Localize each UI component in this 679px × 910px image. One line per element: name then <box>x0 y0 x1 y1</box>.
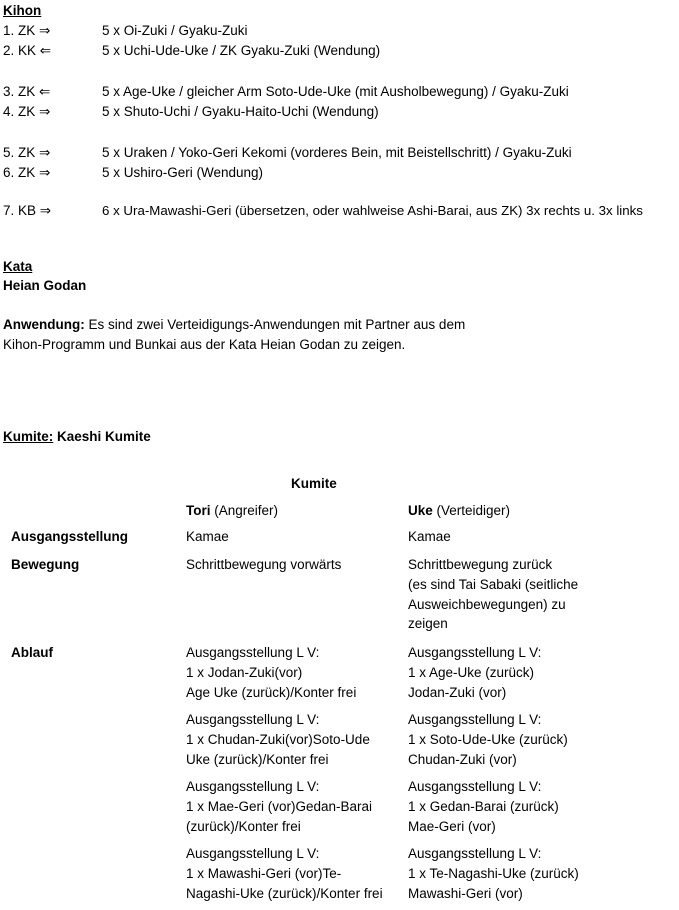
uke-header <box>408 501 608 527</box>
table-row <box>3 527 608 555</box>
uke-name: Uke <box>408 503 433 518</box>
kihon-item-text: 6 x Ura-Mawashi-Geri (übersetzen, oder wahlweise Ashi-Barai, aus ZK) 3x rechts u. 3x links <box>102 203 643 218</box>
kihon-item-number: 1. ZK ⇒ <box>3 23 51 38</box>
kihon-item-text: 5 x Uraken / Yoko-Geri Kekomi (vorderes Bein, mit Beistellschritt) / Gyaku-Zuki <box>102 145 572 160</box>
uke-cell: Ausgangsstellung L V: 1 x Te-Nagashi-Uke (zurück) Mawashi-Geri (vor) <box>408 846 579 901</box>
kata-heading: Kata <box>3 259 33 274</box>
table-title: Kumite <box>291 476 337 491</box>
row-label: Bewegung <box>11 557 80 572</box>
anwendung-line-1: Es sind zwei Verteidigungs-Anwendungen mit Partner aus dem <box>84 317 466 332</box>
anwendung-paragraph <box>3 315 603 355</box>
row-label <box>3 777 186 844</box>
kihon-item-number: 4. ZK ⇒ <box>3 104 51 119</box>
kumite-table <box>3 474 608 906</box>
anwendung-line-2: Kihon-Programm und Bunkai aus der Kata Heian Godan zu zeigen. <box>3 337 406 352</box>
tori-cell: Ausgangsstellung L V: 1 x Chudan-Zuki(vor)Soto-Ude Uke (zurück)/Konter frei <box>186 712 370 767</box>
kihon-item-number: 6. ZK ⇒ <box>3 165 51 180</box>
tori-cell: Kamae <box>186 529 229 544</box>
kihon-item-text: 5 x Uchi-Ude-Uke / ZK Gyaku-Zuki (Wendung) <box>102 43 381 58</box>
tori-name: Tori <box>186 503 211 518</box>
kihon-item <box>3 82 679 102</box>
kihon-item-text: 5 x Ushiro-Geri (Wendung) <box>102 165 264 180</box>
row-label: Ausgangsstellung <box>11 529 129 544</box>
kumite-heading-label: Kumite: <box>3 429 54 444</box>
kihon-item-number: 2. KK ⇐ <box>3 43 52 58</box>
row-label <box>3 844 186 906</box>
kihon-item-number: 3. ZK ⇐ <box>3 84 51 99</box>
tori-header <box>186 501 408 527</box>
kumite-heading-text: Kaeshi Kumite <box>53 429 151 444</box>
tori-cell: Schrittbewegung vorwärts <box>186 557 342 572</box>
kihon-item <box>3 143 679 163</box>
tori-cell: Ausgangsstellung L V: 1 x Mae-Geri (vor)Gedan-Barai (zurück)/Konter frei <box>186 779 373 834</box>
tori-role: (Angreifer) <box>210 503 279 518</box>
kihon-item-text: 5 x Shuto-Uchi / Gyaku-Haito-Uchi (Wendung) <box>102 104 379 119</box>
table-title-row <box>3 474 608 501</box>
table-header-row <box>3 501 608 527</box>
tori-cell: Ausgangsstellung L V: 1 x Jodan-Zuki(vor) Age Uke (zurück)/Konter frei <box>186 645 357 700</box>
table-row <box>3 777 608 844</box>
anwendung-label: Anwendung: <box>3 317 85 332</box>
kihon-item <box>3 41 679 61</box>
uke-cell: Schrittbewegung zurück (es sind Tai Sabaki (seitliche Ausweichbewegungen) zu zeigen <box>408 557 579 632</box>
kihon-item <box>3 21 679 41</box>
kihon-heading: Kihon <box>3 3 42 18</box>
tori-cell: Ausgangsstellung L V: 1 x Mawashi-Geri (vor)Te- Nagashi-Uke (zurück)/Konter frei <box>186 846 383 901</box>
uke-cell: Ausgangsstellung L V: 1 x Age-Uke (zurück) Jodan-Zuki (vor) <box>408 645 542 700</box>
kihon-item <box>3 201 679 221</box>
row-label: Ablauf <box>11 645 53 660</box>
uke-cell: Kamae <box>408 529 451 544</box>
kihon-item <box>3 102 679 122</box>
kihon-item <box>3 163 679 183</box>
table-row <box>3 710 608 777</box>
table-row <box>3 844 608 906</box>
uke-cell: Ausgangsstellung L V: 1 x Soto-Ude-Uke (zurück) Chudan-Zuki (vor) <box>408 712 568 767</box>
kihon-item-number: 5. ZK ⇒ <box>3 145 51 160</box>
table-row <box>3 643 608 710</box>
kata-name: Heian Godan <box>3 278 87 293</box>
table-row <box>3 555 608 643</box>
row-label <box>3 710 186 777</box>
kihon-item-number: 7. KB ⇒ <box>3 203 52 218</box>
uke-cell: Ausgangsstellung L V: 1 x Gedan-Barai (zurück) Mae-Geri (vor) <box>408 779 559 834</box>
kihon-item-text: 5 x Age-Uke / gleicher Arm Soto-Ude-Uke (mit Ausholbewegung) / Gyaku-Zuki <box>102 84 569 99</box>
kihon-item-text: 5 x Oi-Zuki / Gyaku-Zuki <box>102 23 248 38</box>
kumite-heading <box>3 427 151 447</box>
uke-role: (Verteidiger) <box>432 503 511 518</box>
